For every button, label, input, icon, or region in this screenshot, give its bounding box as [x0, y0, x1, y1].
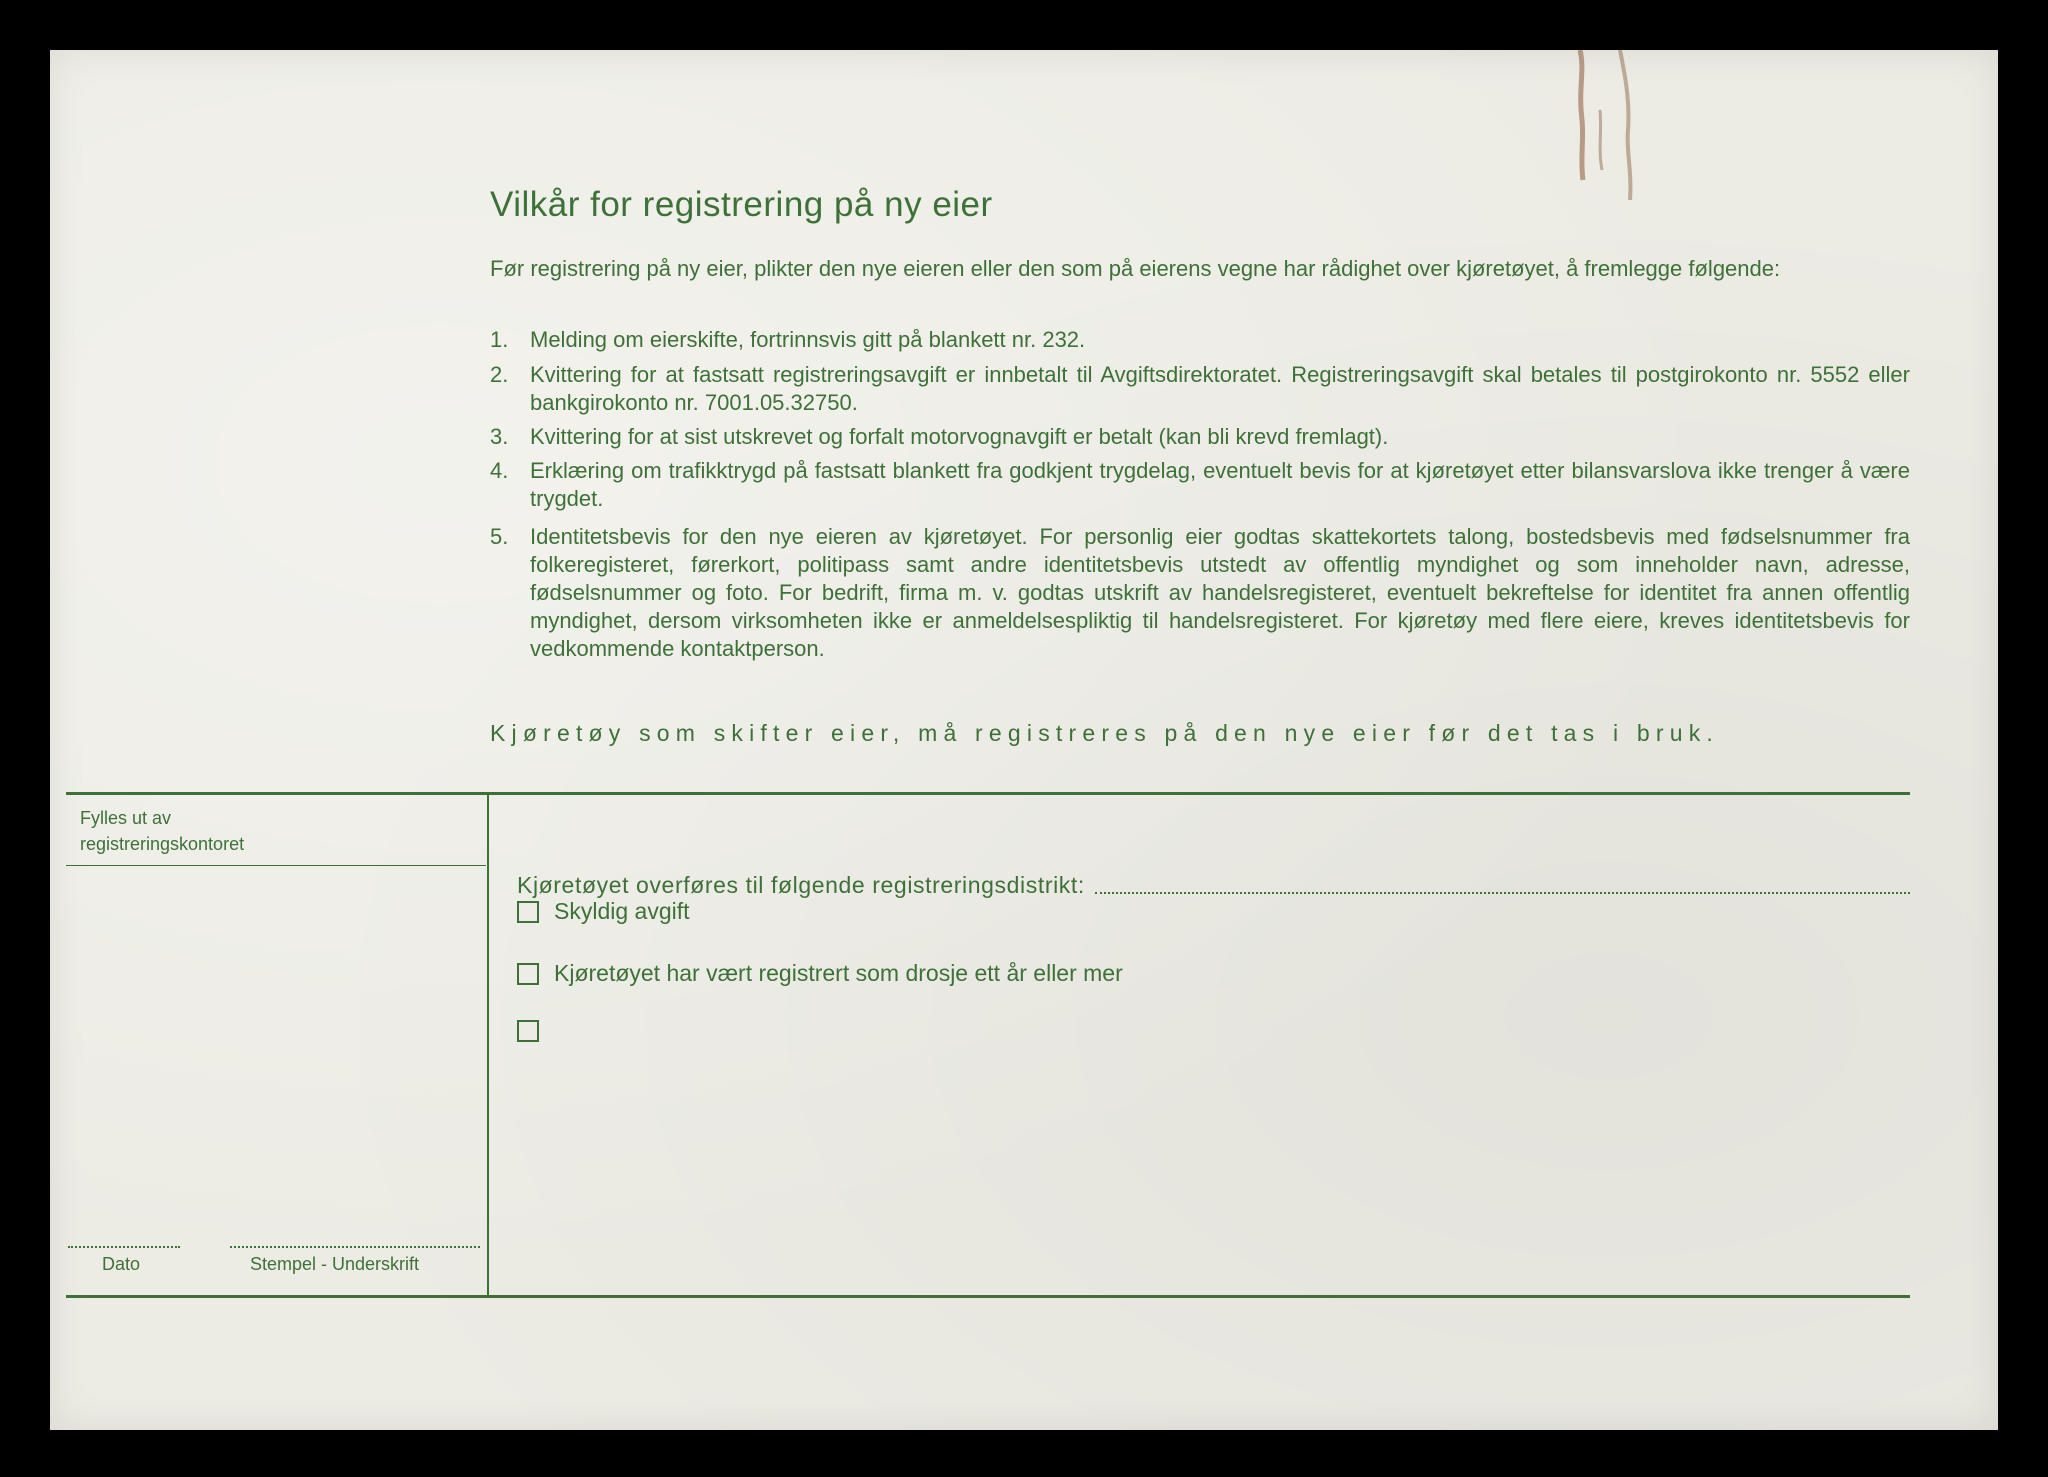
- office-label-line1: Fylles ut av: [80, 808, 172, 828]
- drosje-checkbox[interactable]: [517, 963, 539, 985]
- list-item: [490, 361, 1910, 417]
- vertical-divider: [487, 795, 489, 1295]
- condition-number: 3.: [490, 424, 509, 449]
- condition-text: Melding om eierskifte, fortrinnsvis gitt på blankett nr. 232.: [530, 327, 1086, 352]
- transfer-district-field[interactable]: [1095, 892, 1910, 894]
- conditions-list: [490, 326, 1910, 667]
- form-title: Vilkår for registrering på ny eier: [490, 185, 993, 224]
- office-box-divider: [66, 865, 486, 866]
- top-divider: [66, 792, 1910, 795]
- rust-stain: [1550, 50, 1670, 230]
- checkbox-row-skyldig-avgift: [517, 898, 690, 925]
- condition-number: 2.: [490, 362, 509, 387]
- form-sheet: [50, 50, 1998, 1430]
- condition-text: Identitetsbevis for den nye eieren av kjøretøyet. For personlig eier godtas skattekortets talong, bostedsbevis med fødselsnummer fra folkeregisteret, førerkort, politipass samt andre identitetsbevis utstedt av offentlig myndighet og som inneholder navn, adresse, fødselsnummer og foto. For bedrift, firma m. v. godtas utskrift av handelsregisteret, eventuelt bekreftelse for identitet fra annen offentlig myndighet, dersom virksomheten ikke er anmeldelsespliktig til handelsregisteret. For kjøretøy med flere eiere, kreves identitetsbevis for vedkommende kontaktperson.: [530, 524, 1910, 661]
- registration-notice: Kjøretøy som skifter eier, må registreres på den nye eier før det tas i bruk.: [490, 720, 1719, 746]
- office-box-label: [80, 805, 244, 857]
- office-label-line2: registreringskontoret: [80, 834, 245, 854]
- stempel-field[interactable]: [230, 1246, 480, 1248]
- checkbox-label: Kjøretøyet har vært registrert som drosje ett år eller mer: [554, 960, 1123, 986]
- condition-number: 1.: [490, 327, 509, 352]
- checkbox-label: Skyldig avgift: [554, 898, 690, 924]
- transfer-district-row: [517, 872, 1910, 899]
- checkbox-row-drosje: [517, 960, 1123, 987]
- condition-text: Kvittering for at fastsatt registreringsavgift er innbetalt til Avgiftsdirektoratet. Registreringsavgift skal betales til postgirokonto nr. 5552 eller bankgirokonto nr. 7001.05.32750.: [530, 362, 1910, 415]
- checkbox-row-blank: [517, 1020, 554, 1042]
- transfer-district-label: Kjøretøyet overføres til følgende registreringsdistrikt:: [517, 872, 1085, 898]
- skyldig-avgift-checkbox[interactable]: [517, 901, 539, 923]
- condition-text: Kvittering for at sist utskrevet og forfalt motorvognavgift er betalt (kan bli krevd fremlagt).: [530, 424, 1389, 449]
- list-item: [490, 326, 1910, 354]
- condition-text: Erklæring om trafikktrygd på fastsatt blankett fra godkjent trygdelag, eventuelt bevis for at kjøretøyet etter bilansvarslova ikke trenger å være trygdet.: [530, 458, 1910, 511]
- intro-text: Før registrering på ny eier, plikter den nye eieren eller den som på eierens vegne har rådighet over kjøretøyet, å fremlegge følgende:: [490, 256, 1781, 281]
- condition-number: 4.: [490, 458, 509, 483]
- list-item: [490, 423, 1910, 451]
- list-item: [490, 523, 1910, 663]
- list-item: [490, 457, 1910, 513]
- dato-field[interactable]: [68, 1246, 180, 1248]
- condition-number: 5.: [490, 524, 509, 549]
- stempel-label: Stempel - Underskrift: [250, 1254, 420, 1274]
- dato-label: Dato: [102, 1254, 141, 1274]
- bottom-divider: [66, 1295, 1910, 1298]
- blank-checkbox[interactable]: [517, 1020, 539, 1042]
